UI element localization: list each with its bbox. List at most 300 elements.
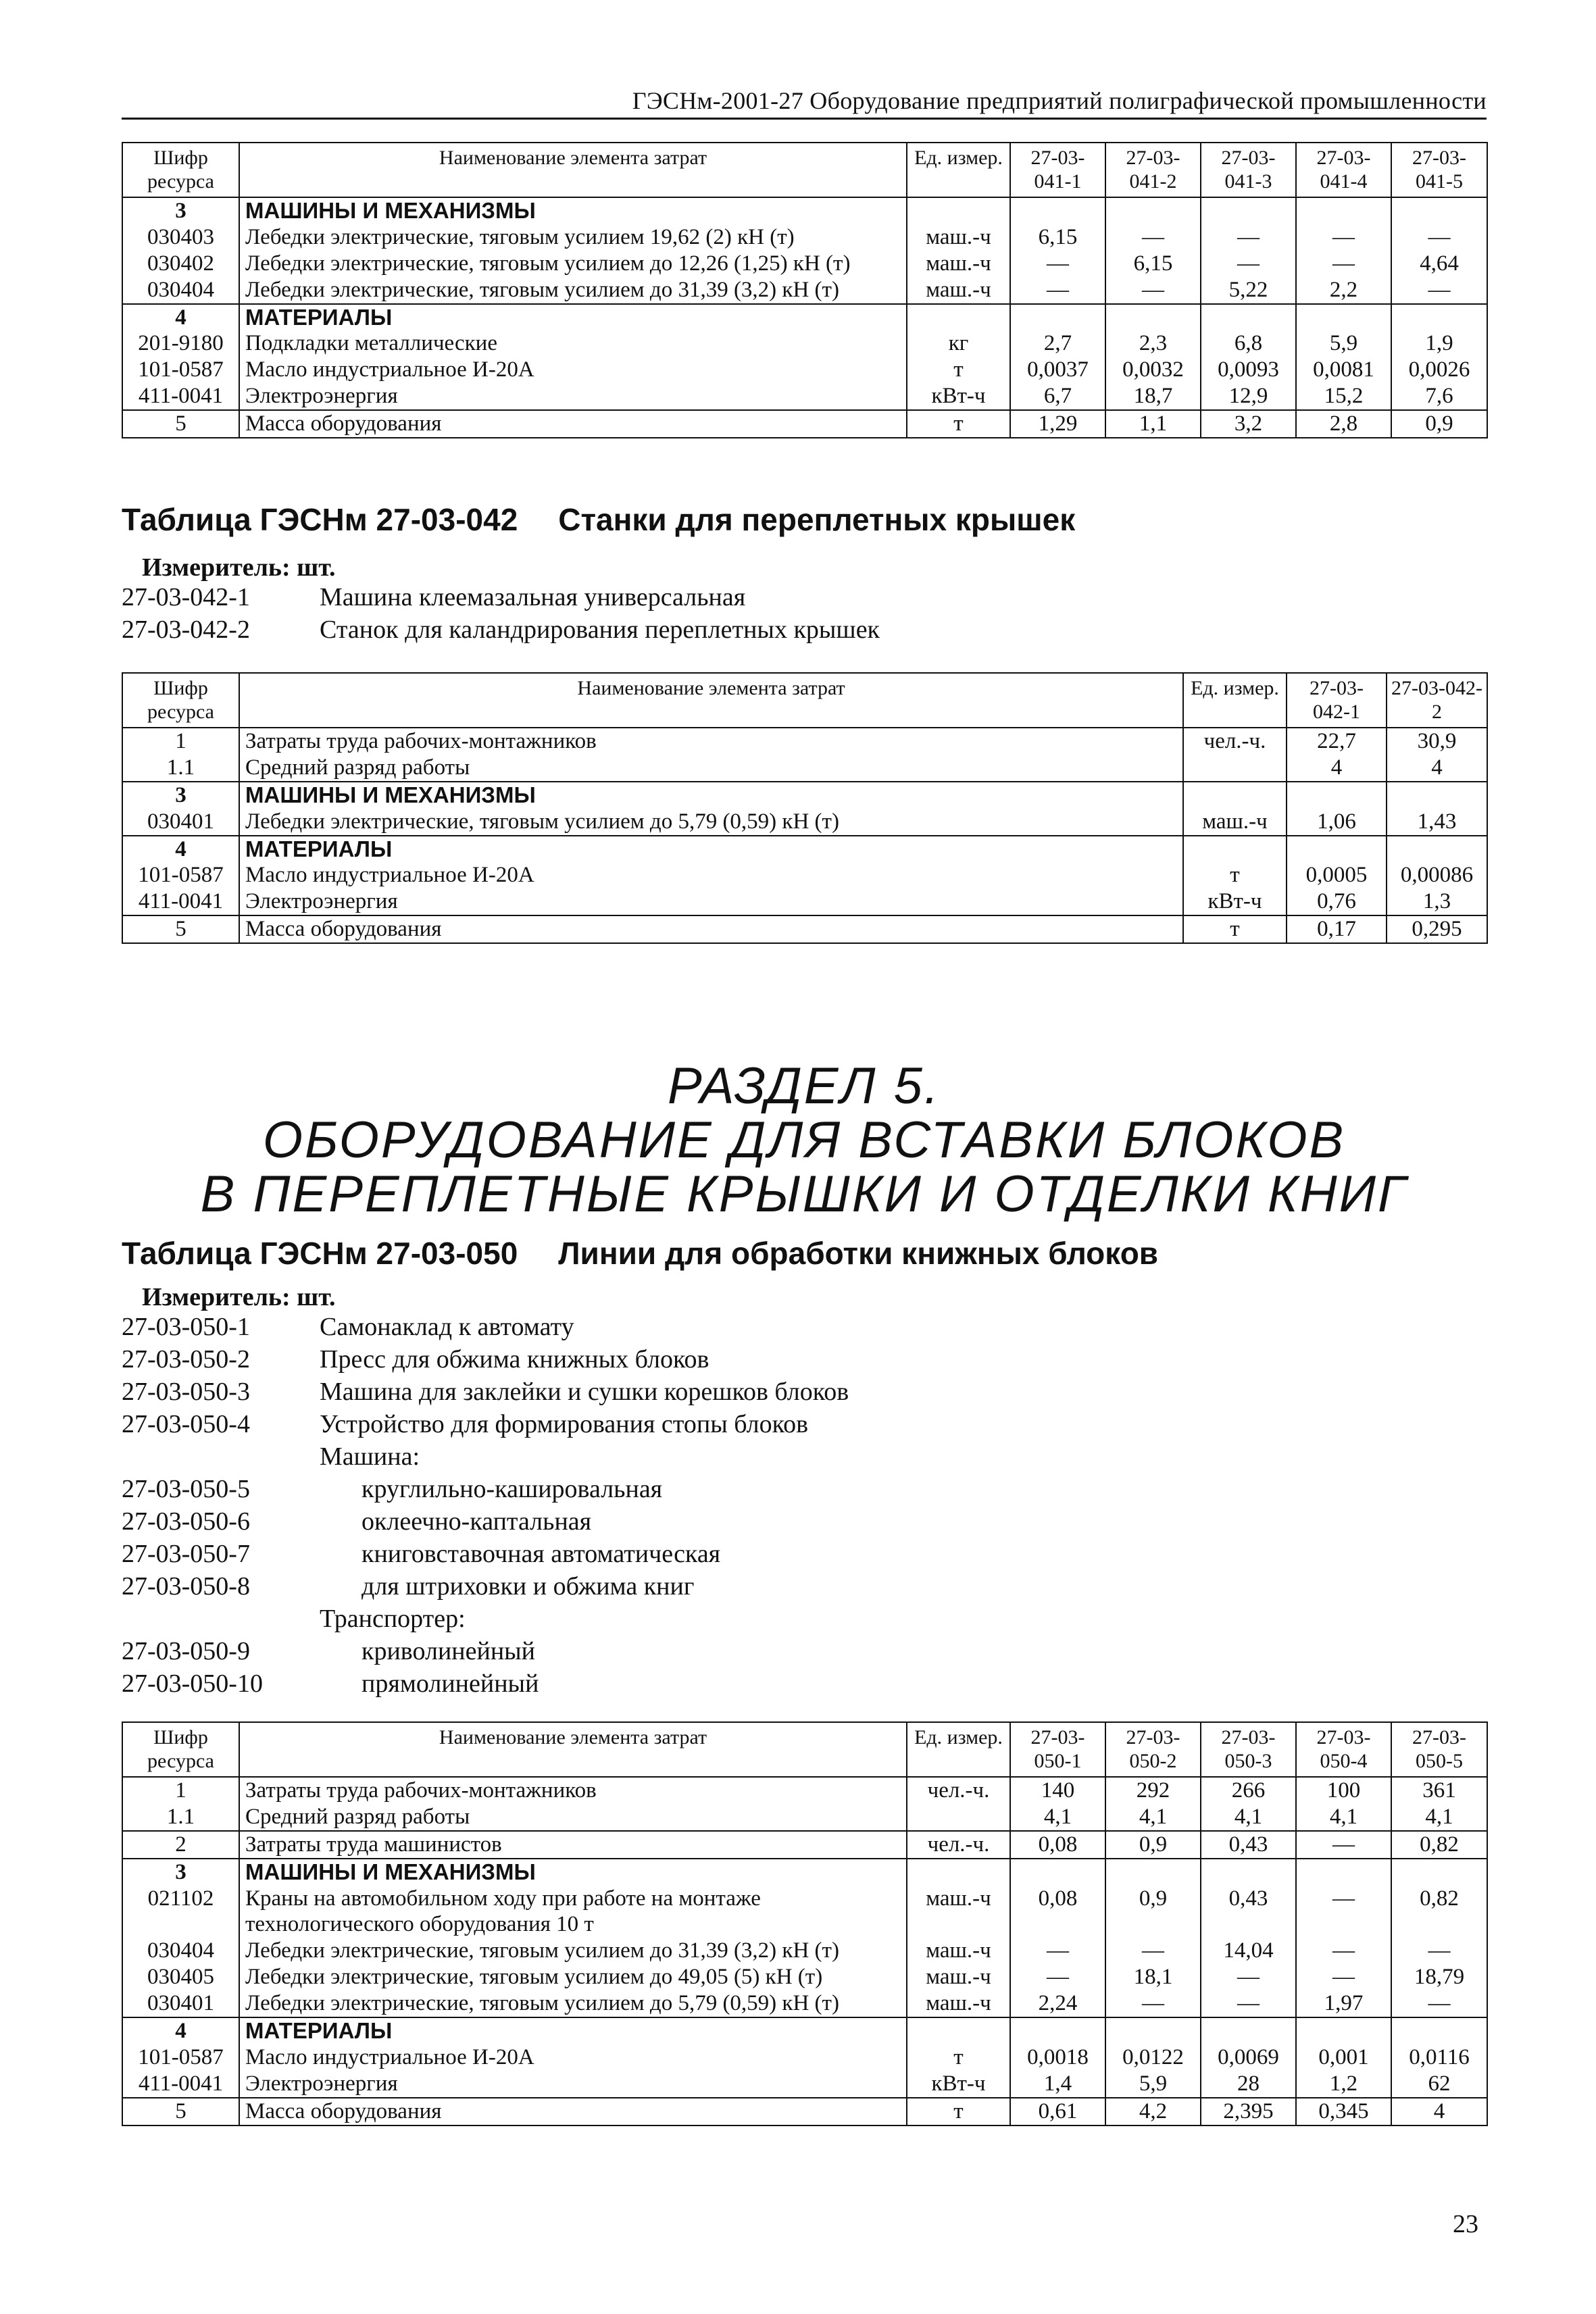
value-cell: 18,79 bbox=[1391, 1964, 1487, 1990]
resource-code: 201-9180 bbox=[122, 330, 239, 357]
unit-cell: чел.-ч. bbox=[907, 1831, 1010, 1859]
value-cell: 361 bbox=[1391, 1777, 1487, 1804]
item-code: 27-03-050-4 bbox=[122, 1410, 250, 1438]
value-cell: 0,61 bbox=[1010, 2098, 1105, 2126]
table-row bbox=[122, 1777, 1487, 1804]
value-cell bbox=[1201, 1859, 1296, 1886]
value-cell: 0,08 bbox=[1010, 1886, 1105, 1938]
value-cell: 6,8 bbox=[1201, 330, 1296, 357]
item-text: прямолинейный bbox=[361, 1669, 539, 1698]
unit-cell bbox=[1183, 836, 1287, 863]
value-cell: 0,0093 bbox=[1201, 357, 1296, 383]
value-cell: 4,64 bbox=[1391, 251, 1487, 277]
cost-element-name: Затраты труда машинистов bbox=[239, 1831, 907, 1859]
table-row bbox=[122, 862, 1487, 888]
value-cell: 18,1 bbox=[1105, 1964, 1201, 1990]
list-item bbox=[122, 1603, 849, 1635]
value-cell: 1,9 bbox=[1391, 330, 1487, 357]
value-cell: 1,1 bbox=[1105, 410, 1201, 438]
value-cell: 62 bbox=[1391, 2071, 1487, 2098]
cost-element-name: МАТЕРИАЛЫ bbox=[239, 2017, 907, 2044]
value-cell: 30,9 bbox=[1387, 728, 1487, 755]
header-code: Шифр ресурса bbox=[122, 673, 239, 728]
unit-cell: кВт-ч bbox=[907, 2071, 1010, 2098]
table-row bbox=[122, 2017, 1487, 2044]
item-text: для штриховки и обжима книг bbox=[361, 1572, 695, 1601]
table-row bbox=[122, 782, 1487, 809]
resource-code: 411-0041 bbox=[122, 383, 239, 410]
resource-table-050 bbox=[122, 1721, 1488, 2126]
resource-code: 030401 bbox=[122, 809, 239, 836]
item-code: 27-03-050-5 bbox=[122, 1475, 250, 1503]
cost-element-name: Краны на автомобильном ходу при работе на монтаже технологического оборудования 10 т bbox=[239, 1886, 907, 1938]
value-cell bbox=[1105, 1859, 1201, 1886]
item-text: Станок для каландрирования переплетных крышек bbox=[320, 615, 880, 644]
unit-cell bbox=[907, 1804, 1010, 1831]
value-cell bbox=[1296, 304, 1391, 331]
item-code: 27-03-050-2 bbox=[122, 1345, 250, 1374]
value-cell: 292 bbox=[1105, 1777, 1201, 1804]
value-cell bbox=[1105, 2017, 1201, 2044]
cost-element-name: МАТЕРИАЛЫ bbox=[239, 836, 1183, 863]
section-line-1: РАЗДЕЛ 5. bbox=[667, 1057, 941, 1115]
value-cell bbox=[1201, 197, 1296, 224]
value-cell: 0,0037 bbox=[1010, 357, 1105, 383]
header-col: 27-03-041-3 bbox=[1201, 143, 1296, 197]
value-cell: 4,2 bbox=[1105, 2098, 1201, 2126]
unit-cell: маш.-ч bbox=[907, 1938, 1010, 1964]
table-header-row bbox=[122, 673, 1487, 728]
cost-element-name: Электроэнергия bbox=[239, 888, 1183, 915]
unit-cell bbox=[1183, 755, 1287, 782]
list-item bbox=[122, 581, 880, 613]
cost-element-name: МАТЕРИАЛЫ bbox=[239, 304, 907, 331]
value-cell: 0,0122 bbox=[1105, 2044, 1201, 2071]
value-cell bbox=[1010, 304, 1105, 331]
unit-cell: маш.-ч bbox=[1183, 809, 1287, 836]
value-cell: — bbox=[1010, 251, 1105, 277]
item-text: Машина: bbox=[320, 1442, 420, 1471]
value-cell bbox=[1391, 2017, 1487, 2044]
header-unit: Ед. измер. bbox=[907, 143, 1010, 197]
unit-cell: т bbox=[907, 2098, 1010, 2126]
header-unit: Ед. измер. bbox=[1183, 673, 1287, 728]
header-col: 27-03-041-1 bbox=[1010, 143, 1105, 197]
value-cell: 1,3 bbox=[1387, 888, 1487, 915]
header-col: 27-03-050-1 bbox=[1010, 1722, 1105, 1777]
item-list-050 bbox=[122, 1311, 849, 1700]
unit-cell: т bbox=[907, 357, 1010, 383]
cost-element-name: Затраты труда рабочих-монтажников bbox=[239, 728, 1183, 755]
resource-table-042 bbox=[122, 672, 1488, 944]
value-cell: 0,295 bbox=[1387, 915, 1487, 943]
unit-cell: т bbox=[1183, 862, 1287, 888]
item-text: Самонаклад к автомату bbox=[320, 1313, 574, 1341]
value-cell: 6,15 bbox=[1010, 224, 1105, 251]
value-cell: 4,1 bbox=[1105, 1804, 1201, 1831]
value-cell: 0,08 bbox=[1010, 1831, 1105, 1859]
cost-element-name: Средний разряд работы bbox=[239, 1804, 907, 1831]
item-code: 27-03-050-1 bbox=[122, 1313, 250, 1341]
value-cell: 3,2 bbox=[1201, 410, 1296, 438]
resource-code: 021102 bbox=[122, 1886, 239, 1938]
list-item bbox=[122, 1667, 849, 1700]
resource-code: 411-0041 bbox=[122, 888, 239, 915]
item-code: 27-03-050-10 bbox=[122, 1669, 263, 1698]
resource-code: 3 bbox=[122, 782, 239, 809]
value-cell: 4,1 bbox=[1010, 1804, 1105, 1831]
table-row bbox=[122, 2044, 1487, 2071]
value-cell: 14,04 bbox=[1201, 1938, 1296, 1964]
value-cell bbox=[1287, 782, 1387, 809]
header-name: Наименование элемента затрат bbox=[239, 143, 907, 197]
table-row bbox=[122, 2098, 1487, 2126]
item-text: Устройство для формирования стопы блоков bbox=[320, 1410, 809, 1438]
value-cell bbox=[1391, 304, 1487, 331]
list-item bbox=[122, 1570, 849, 1603]
header-code: Шифр ресурса bbox=[122, 143, 239, 197]
value-cell: — bbox=[1105, 224, 1201, 251]
value-cell bbox=[1105, 304, 1201, 331]
value-cell: 0,001 bbox=[1296, 2044, 1391, 2071]
value-cell bbox=[1287, 836, 1387, 863]
value-cell: — bbox=[1296, 1964, 1391, 1990]
value-cell bbox=[1010, 2017, 1105, 2044]
unit-cell: чел.-ч. bbox=[1183, 728, 1287, 755]
resource-table-041 bbox=[122, 142, 1488, 438]
unit-cell: маш.-ч bbox=[907, 277, 1010, 304]
unit-cell: кВт-ч bbox=[1183, 888, 1287, 915]
value-cell: 0,0032 bbox=[1105, 357, 1201, 383]
value-cell: — bbox=[1201, 251, 1296, 277]
item-text: Машина для заклейки и сушки корешков блоков bbox=[320, 1378, 849, 1406]
value-cell: 2,8 bbox=[1296, 410, 1391, 438]
value-cell: — bbox=[1105, 1990, 1201, 2017]
resource-code: 101-0587 bbox=[122, 2044, 239, 2071]
cost-element-name: Лебедки электрические, тяговым усилием до 12,26 (1,25) кН (т) bbox=[239, 251, 907, 277]
table-row bbox=[122, 1990, 1487, 2017]
unit-cell bbox=[907, 1859, 1010, 1886]
cost-element-name: МАШИНЫ И МЕХАНИЗМЫ bbox=[239, 1859, 907, 1886]
cost-element-name: Лебедки электрические, тяговым усилием 19,62 (2) кН (т) bbox=[239, 224, 907, 251]
value-cell: 5,9 bbox=[1296, 330, 1391, 357]
item-list-042 bbox=[122, 581, 880, 646]
table-row bbox=[122, 224, 1487, 251]
list-item bbox=[122, 1440, 849, 1473]
value-cell: 1,29 bbox=[1010, 410, 1105, 438]
value-cell: 0,345 bbox=[1296, 2098, 1391, 2126]
value-cell bbox=[1387, 782, 1487, 809]
table-row bbox=[122, 357, 1487, 383]
value-cell bbox=[1010, 1859, 1105, 1886]
unit-cell: кг bbox=[907, 330, 1010, 357]
value-cell: 18,7 bbox=[1105, 383, 1201, 410]
value-cell bbox=[1201, 2017, 1296, 2044]
item-code: 27-03-050-3 bbox=[122, 1378, 250, 1406]
value-cell bbox=[1296, 1859, 1391, 1886]
value-cell: — bbox=[1296, 224, 1391, 251]
item-text: книговставочная автоматическая bbox=[361, 1540, 721, 1568]
table-row bbox=[122, 1859, 1487, 1886]
resource-code: 3 bbox=[122, 197, 239, 224]
header-col: 27-03-050-2 bbox=[1105, 1722, 1201, 1777]
cost-element-name: Масса оборудования bbox=[239, 410, 907, 438]
cost-element-name: Электроэнергия bbox=[239, 2071, 907, 2098]
resource-code: 030403 bbox=[122, 224, 239, 251]
table-title-050 bbox=[122, 1235, 1158, 1272]
value-cell: 5,9 bbox=[1105, 2071, 1201, 2098]
value-cell: 140 bbox=[1010, 1777, 1105, 1804]
value-cell: 4 bbox=[1287, 755, 1387, 782]
table-number: Таблица ГЭСНм 27-03-050 bbox=[122, 1236, 518, 1271]
unit-cell bbox=[1183, 782, 1287, 809]
resource-code: 4 bbox=[122, 2017, 239, 2044]
unit-cell: маш.-ч bbox=[907, 251, 1010, 277]
header-name: Наименование элемента затрат bbox=[239, 1722, 907, 1777]
value-cell: 22,7 bbox=[1287, 728, 1387, 755]
cost-element-name: МАШИНЫ И МЕХАНИЗМЫ bbox=[239, 782, 1183, 809]
table-header-row bbox=[122, 1722, 1487, 1777]
value-cell: 0,0069 bbox=[1201, 2044, 1296, 2071]
list-item bbox=[122, 1376, 849, 1408]
cost-element-name: Масса оборудования bbox=[239, 915, 1183, 943]
value-cell: 2,395 bbox=[1201, 2098, 1296, 2126]
value-cell: 0,9 bbox=[1105, 1886, 1201, 1938]
section-heading bbox=[122, 1059, 1487, 1222]
table-row bbox=[122, 383, 1487, 410]
table-row bbox=[122, 836, 1487, 863]
item-code: 27-03-050-6 bbox=[122, 1507, 250, 1536]
resource-code: 030404 bbox=[122, 277, 239, 304]
item-code: 27-03-050-9 bbox=[122, 1637, 250, 1665]
measure-unit: Измеритель: шт. bbox=[142, 1283, 336, 1311]
table-row bbox=[122, 915, 1487, 943]
table-row bbox=[122, 197, 1487, 224]
resource-code: 030405 bbox=[122, 1964, 239, 1990]
header-col: 27-03-050-4 bbox=[1296, 1722, 1391, 1777]
header-unit: Ед. измер. bbox=[907, 1722, 1010, 1777]
header-code: Шифр ресурса bbox=[122, 1722, 239, 1777]
value-cell bbox=[1387, 836, 1487, 863]
resource-code: 411-0041 bbox=[122, 2071, 239, 2098]
resource-code: 1.1 bbox=[122, 1804, 239, 1831]
list-item bbox=[122, 1343, 849, 1376]
item-text: круглильно-кашировальная bbox=[361, 1475, 663, 1503]
cost-element-name: Средний разряд работы bbox=[239, 755, 1183, 782]
table-title-042 bbox=[122, 501, 1075, 538]
value-cell: — bbox=[1201, 224, 1296, 251]
value-cell: — bbox=[1391, 1990, 1487, 2017]
value-cell: — bbox=[1105, 1938, 1201, 1964]
value-cell: 7,6 bbox=[1391, 383, 1487, 410]
table-row bbox=[122, 1938, 1487, 1964]
value-cell: 0,9 bbox=[1105, 1831, 1201, 1859]
list-item bbox=[122, 1473, 849, 1505]
item-text: Пресс для обжима книжных блоков bbox=[320, 1345, 709, 1374]
table-row bbox=[122, 1886, 1487, 1938]
list-item bbox=[122, 1408, 849, 1440]
value-cell: 15,2 bbox=[1296, 383, 1391, 410]
table-row bbox=[122, 410, 1487, 438]
unit-cell bbox=[907, 2017, 1010, 2044]
value-cell: 1,06 bbox=[1287, 809, 1387, 836]
unit-cell bbox=[907, 304, 1010, 331]
section-line-3: В ПЕРЕПЛЕТНЫЕ КРЫШКИ И ОТДЕЛКИ КНИГ bbox=[200, 1165, 1408, 1223]
value-cell: — bbox=[1201, 1964, 1296, 1990]
table-row bbox=[122, 728, 1487, 755]
cost-element-name: Подкладки металлические bbox=[239, 330, 907, 357]
table-row bbox=[122, 809, 1487, 836]
page-number: 23 bbox=[1453, 2210, 1478, 2238]
value-cell: — bbox=[1296, 251, 1391, 277]
table-row bbox=[122, 304, 1487, 331]
item-text: оклеечно-каптальная bbox=[361, 1507, 592, 1536]
unit-cell: маш.-ч bbox=[907, 1964, 1010, 1990]
header-col: 27-03-041-5 bbox=[1391, 143, 1487, 197]
value-cell: — bbox=[1105, 277, 1201, 304]
resource-code: 1 bbox=[122, 728, 239, 755]
value-cell: 100 bbox=[1296, 1777, 1391, 1804]
resource-code: 1.1 bbox=[122, 755, 239, 782]
header-col: 27-03-042-1 bbox=[1287, 673, 1387, 728]
list-item bbox=[122, 1311, 849, 1343]
list-item bbox=[122, 1505, 849, 1538]
resource-code: 5 bbox=[122, 915, 239, 943]
item-text: Транспортер: bbox=[320, 1605, 466, 1633]
value-cell: — bbox=[1010, 1964, 1105, 1990]
table-row bbox=[122, 277, 1487, 304]
value-cell: 0,00086 bbox=[1387, 862, 1487, 888]
resource-code: 2 bbox=[122, 1831, 239, 1859]
cost-element-name: Масса оборудования bbox=[239, 2098, 907, 2126]
value-cell: — bbox=[1201, 1990, 1296, 2017]
cost-element-name: Масло индустриальное И-20А bbox=[239, 862, 1183, 888]
value-cell: 4,1 bbox=[1391, 1804, 1487, 1831]
table-row bbox=[122, 251, 1487, 277]
value-cell: 0,0018 bbox=[1010, 2044, 1105, 2071]
table-row bbox=[122, 1804, 1487, 1831]
running-header: ГЭСНм-2001-27 Оборудование предприятий полиграфической промышленности bbox=[122, 86, 1487, 120]
list-item bbox=[122, 613, 880, 646]
value-cell bbox=[1010, 197, 1105, 224]
unit-cell: чел.-ч. bbox=[907, 1777, 1010, 1804]
unit-cell: маш.-ч bbox=[907, 1990, 1010, 2017]
value-cell: — bbox=[1010, 1938, 1105, 1964]
value-cell: — bbox=[1010, 277, 1105, 304]
resource-code: 5 bbox=[122, 2098, 239, 2126]
value-cell: 1,97 bbox=[1296, 1990, 1391, 2017]
table-number: Таблица ГЭСНм 27-03-042 bbox=[122, 502, 518, 537]
resource-code: 4 bbox=[122, 304, 239, 331]
cost-element-name: Масло индустриальное И-20А bbox=[239, 2044, 907, 2071]
resource-code: 5 bbox=[122, 410, 239, 438]
value-cell: 2,24 bbox=[1010, 1990, 1105, 2017]
header-col: 27-03-050-5 bbox=[1391, 1722, 1487, 1777]
unit-cell bbox=[907, 197, 1010, 224]
cost-element-name: Лебедки электрические, тяговым усилием до 5,79 (0,59) кН (т) bbox=[239, 809, 1183, 836]
resource-code: 1 bbox=[122, 1777, 239, 1804]
value-cell: 0,82 bbox=[1391, 1886, 1487, 1938]
value-cell: 2,7 bbox=[1010, 330, 1105, 357]
resource-code: 030401 bbox=[122, 1990, 239, 2017]
item-code bbox=[122, 1440, 320, 1473]
resource-code: 101-0587 bbox=[122, 357, 239, 383]
value-cell: 1,43 bbox=[1387, 809, 1487, 836]
value-cell: 2,2 bbox=[1296, 277, 1391, 304]
table-row bbox=[122, 755, 1487, 782]
value-cell bbox=[1201, 304, 1296, 331]
table-row bbox=[122, 1964, 1487, 1990]
value-cell: — bbox=[1296, 1886, 1391, 1938]
item-text: криволинейный bbox=[361, 1637, 536, 1665]
value-cell: 0,43 bbox=[1201, 1831, 1296, 1859]
table-row bbox=[122, 330, 1487, 357]
table-name: Станки для переплетных крышек bbox=[558, 502, 1076, 537]
header-col: 27-03-041-2 bbox=[1105, 143, 1201, 197]
value-cell: 0,0026 bbox=[1391, 357, 1487, 383]
cost-element-name: Затраты труда рабочих-монтажников bbox=[239, 1777, 907, 1804]
header-col: 27-03-050-3 bbox=[1201, 1722, 1296, 1777]
header-col: 27-03-041-4 bbox=[1296, 143, 1391, 197]
item-code: 27-03-050-7 bbox=[122, 1540, 250, 1568]
value-cell bbox=[1105, 197, 1201, 224]
table-row bbox=[122, 1831, 1487, 1859]
value-cell: 0,76 bbox=[1287, 888, 1387, 915]
unit-cell: кВт-ч bbox=[907, 383, 1010, 410]
value-cell: 4 bbox=[1387, 755, 1487, 782]
value-cell: 4,1 bbox=[1201, 1804, 1296, 1831]
unit-cell: маш.-ч bbox=[907, 224, 1010, 251]
value-cell: 12,9 bbox=[1201, 383, 1296, 410]
cost-element-name: МАШИНЫ И МЕХАНИЗМЫ bbox=[239, 197, 907, 224]
value-cell: 4,1 bbox=[1296, 1804, 1391, 1831]
resource-code: 4 bbox=[122, 836, 239, 863]
value-cell: 5,22 bbox=[1201, 277, 1296, 304]
table-header-row bbox=[122, 143, 1487, 197]
unit-cell: маш.-ч bbox=[907, 1886, 1010, 1938]
value-cell: 1,4 bbox=[1010, 2071, 1105, 2098]
value-cell: 0,82 bbox=[1391, 1831, 1487, 1859]
value-cell: 266 bbox=[1201, 1777, 1296, 1804]
cost-element-name: Лебедки электрические, тяговым усилием до 31,39 (3,2) кН (т) bbox=[239, 1938, 907, 1964]
cost-element-name: Лебедки электрические, тяговым усилием до 49,05 (5) кН (т) bbox=[239, 1964, 907, 1990]
item-code: 27-03-042-1 bbox=[122, 583, 250, 611]
resource-code: 030402 bbox=[122, 251, 239, 277]
value-cell bbox=[1391, 1859, 1487, 1886]
cost-element-name: Электроэнергия bbox=[239, 383, 907, 410]
resource-code: 101-0587 bbox=[122, 862, 239, 888]
value-cell bbox=[1391, 197, 1487, 224]
value-cell: — bbox=[1391, 224, 1487, 251]
value-cell: — bbox=[1391, 1938, 1487, 1964]
value-cell: 0,17 bbox=[1287, 915, 1387, 943]
value-cell bbox=[1296, 2017, 1391, 2044]
unit-cell: т bbox=[1183, 915, 1287, 943]
table-row bbox=[122, 2071, 1487, 2098]
cost-element-name: Масло индустриальное И-20А bbox=[239, 357, 907, 383]
value-cell bbox=[1296, 197, 1391, 224]
resource-code: 3 bbox=[122, 1859, 239, 1886]
value-cell: 0,0116 bbox=[1391, 2044, 1487, 2071]
measure-unit: Измеритель: шт. bbox=[142, 553, 336, 582]
value-cell: 0,43 bbox=[1201, 1886, 1296, 1938]
table-row bbox=[122, 888, 1487, 915]
item-code: 27-03-042-2 bbox=[122, 615, 250, 644]
value-cell: 4 bbox=[1391, 2098, 1487, 2126]
value-cell: — bbox=[1391, 277, 1487, 304]
cost-element-name: Лебедки электрические, тяговым усилием до 31,39 (3,2) кН (т) bbox=[239, 277, 907, 304]
value-cell: 0,0005 bbox=[1287, 862, 1387, 888]
